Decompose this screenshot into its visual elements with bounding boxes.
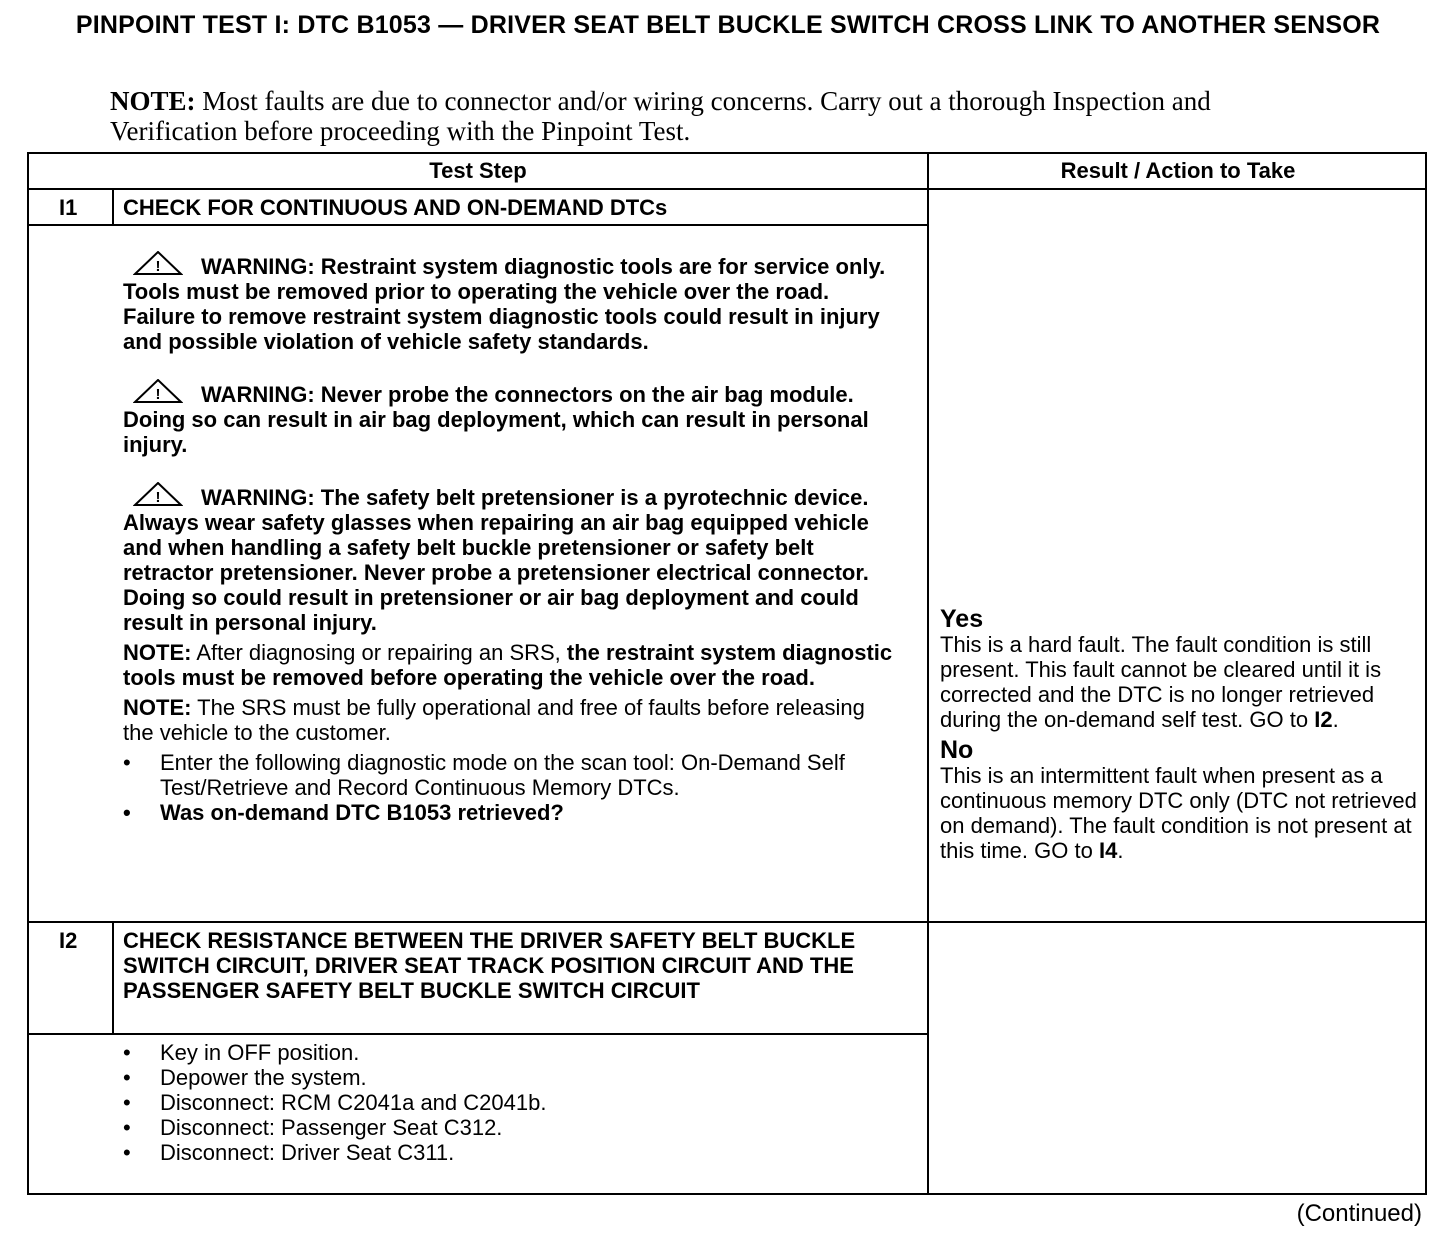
warning-block	[123, 379, 893, 457]
srs-operational-note	[123, 695, 893, 745]
result-yes-text-block: This is a hard fault. The fault condition is still present. This fault cannot be cleared until it is corrected and the DTC is no longer retrieved during the on-demand self test. GO to I2.	[940, 632, 1382, 732]
header-test-step: Test Step	[429, 158, 527, 183]
warning-block	[123, 251, 893, 354]
step-i1-title-divider	[29, 224, 927, 226]
step-i1-result	[940, 606, 1420, 863]
warning-text: WARNING: The safety belt pretensioner is a pyrotechnic device. Always wear safety glasses when repairing an air bag equipped vehicle and when handling a safety belt buckle pretensioner or safety belt retractor pretensioner. Never probe a pretensioner electrical connector. Doing so could result in pretensioner or air bag deployment and could result in personal injury.	[123, 485, 869, 635]
result-no-label: No	[940, 736, 974, 764]
list-item: • Enter the following diagnostic mode on the scan tool: On-Demand Self Test/Retrieve and Record Continuous Memory DTCs.	[123, 750, 893, 800]
list-item: • Disconnect: Driver Seat C311.	[123, 1140, 893, 1165]
warning-block	[123, 482, 893, 635]
note-plain-text: The SRS must be fully operational and free of faults before releasing the vehicle to the customer.	[123, 695, 865, 745]
svg-text:!: !	[155, 258, 161, 275]
step-i1-body	[123, 251, 893, 825]
result-no-text-block: This is an intermittent fault when present as a continuous memory DTC only (DTC not retrieved on demand). The fault condition is not present at this time. GO to I4.	[940, 763, 1417, 863]
intro-note-text: Most faults are due to connector and/or wiring concerns. Carry out a thorough Inspection and Verification before proceeding with the Pinpoint Test.	[110, 86, 1211, 146]
pinpoint-table	[27, 152, 1427, 1195]
step-i1-bullets	[123, 750, 893, 825]
step-i1-question: • Was on-demand DTC B1053 retrieved?	[123, 800, 893, 825]
step-i1-id-divider	[112, 190, 114, 224]
result-no-goto: I4	[1098, 838, 1118, 863]
intro-note-label: NOTE:	[110, 86, 196, 116]
step-i2-title-divider	[29, 1033, 927, 1035]
header-result-action: Result / Action to Take	[1060, 158, 1296, 183]
column-divider	[927, 154, 929, 1195]
header-divider	[29, 188, 1427, 190]
note-bold-text: the restraint system diagnostic tools must be removed before operating the vehicle over the road.	[123, 640, 893, 690]
svg-text:!: !	[155, 489, 161, 506]
svg-text:!: !	[155, 386, 161, 403]
warning-triangle-icon	[133, 251, 183, 276]
list-item: • Disconnect: Passenger Seat C312.	[123, 1115, 893, 1140]
warning-text: WARNING: Restraint system diagnostic tools are for service only. Tools must be removed prior to operating the vehicle over the road. Failure to remove restraint system diagnostic tools could result in injury and possible violation of vehicle safety standards.	[123, 254, 886, 354]
warning-text: WARNING: Never probe the connectors on the air bag module. Doing so can result in air bag deployment, which can result in personal injury.	[123, 382, 869, 457]
continued-label: (Continued)	[1296, 1200, 1422, 1227]
page-title: PINPOINT TEST I: DTC B1053 — DRIVER SEAT BELT BUCKLE SWITCH CROSS LINK TO ANOTHER SENSOR	[75, 11, 1381, 39]
result-no-text: This is an intermittent fault when present as a continuous memory DTC only (DTC not retrieved on demand). The fault condition is not present at this time. GO to	[940, 763, 1417, 863]
warning-triangle-icon	[133, 379, 183, 404]
warning-triangle-icon	[133, 482, 183, 507]
step-i2-bullets	[123, 1040, 893, 1165]
result-yes-text: This is a hard fault. The fault condition is still present. This fault cannot be cleared until it is corrected and the DTC is no longer retrieved during the on-demand self test. GO to	[940, 632, 1382, 732]
list-item: • Disconnect: RCM C2041a and C2041b.	[123, 1090, 893, 1115]
list-item: • Key in OFF position.	[123, 1040, 893, 1065]
result-yes-label: Yes	[940, 605, 984, 633]
note-label: NOTE:	[123, 640, 192, 665]
step-i1-id: I1	[59, 195, 78, 220]
note-plain-text: After diagnosing or repairing an SRS,	[196, 640, 561, 665]
step-i2-title: CHECK RESISTANCE BETWEEN THE DRIVER SAFETY BELT BUCKLE SWITCH CIRCUIT, DRIVER SEAT TRACK POSITION CIRCUIT AND THE PASSENGER SAFETY BELT BUCKLE SWITCH CIRCUIT	[123, 928, 856, 1003]
list-item: • Depower the system.	[123, 1065, 893, 1090]
srs-note	[123, 640, 893, 690]
result-yes-goto: I2	[1314, 707, 1333, 732]
note-label: NOTE:	[123, 695, 192, 720]
step-divider	[29, 921, 1427, 923]
step-i2-id: I2	[59, 928, 78, 953]
step-i2-body	[123, 1040, 893, 1165]
step-i2-id-divider	[112, 923, 114, 1033]
step-i1-title: CHECK FOR CONTINUOUS AND ON-DEMAND DTCs	[123, 195, 668, 220]
intro-note	[110, 86, 1260, 146]
